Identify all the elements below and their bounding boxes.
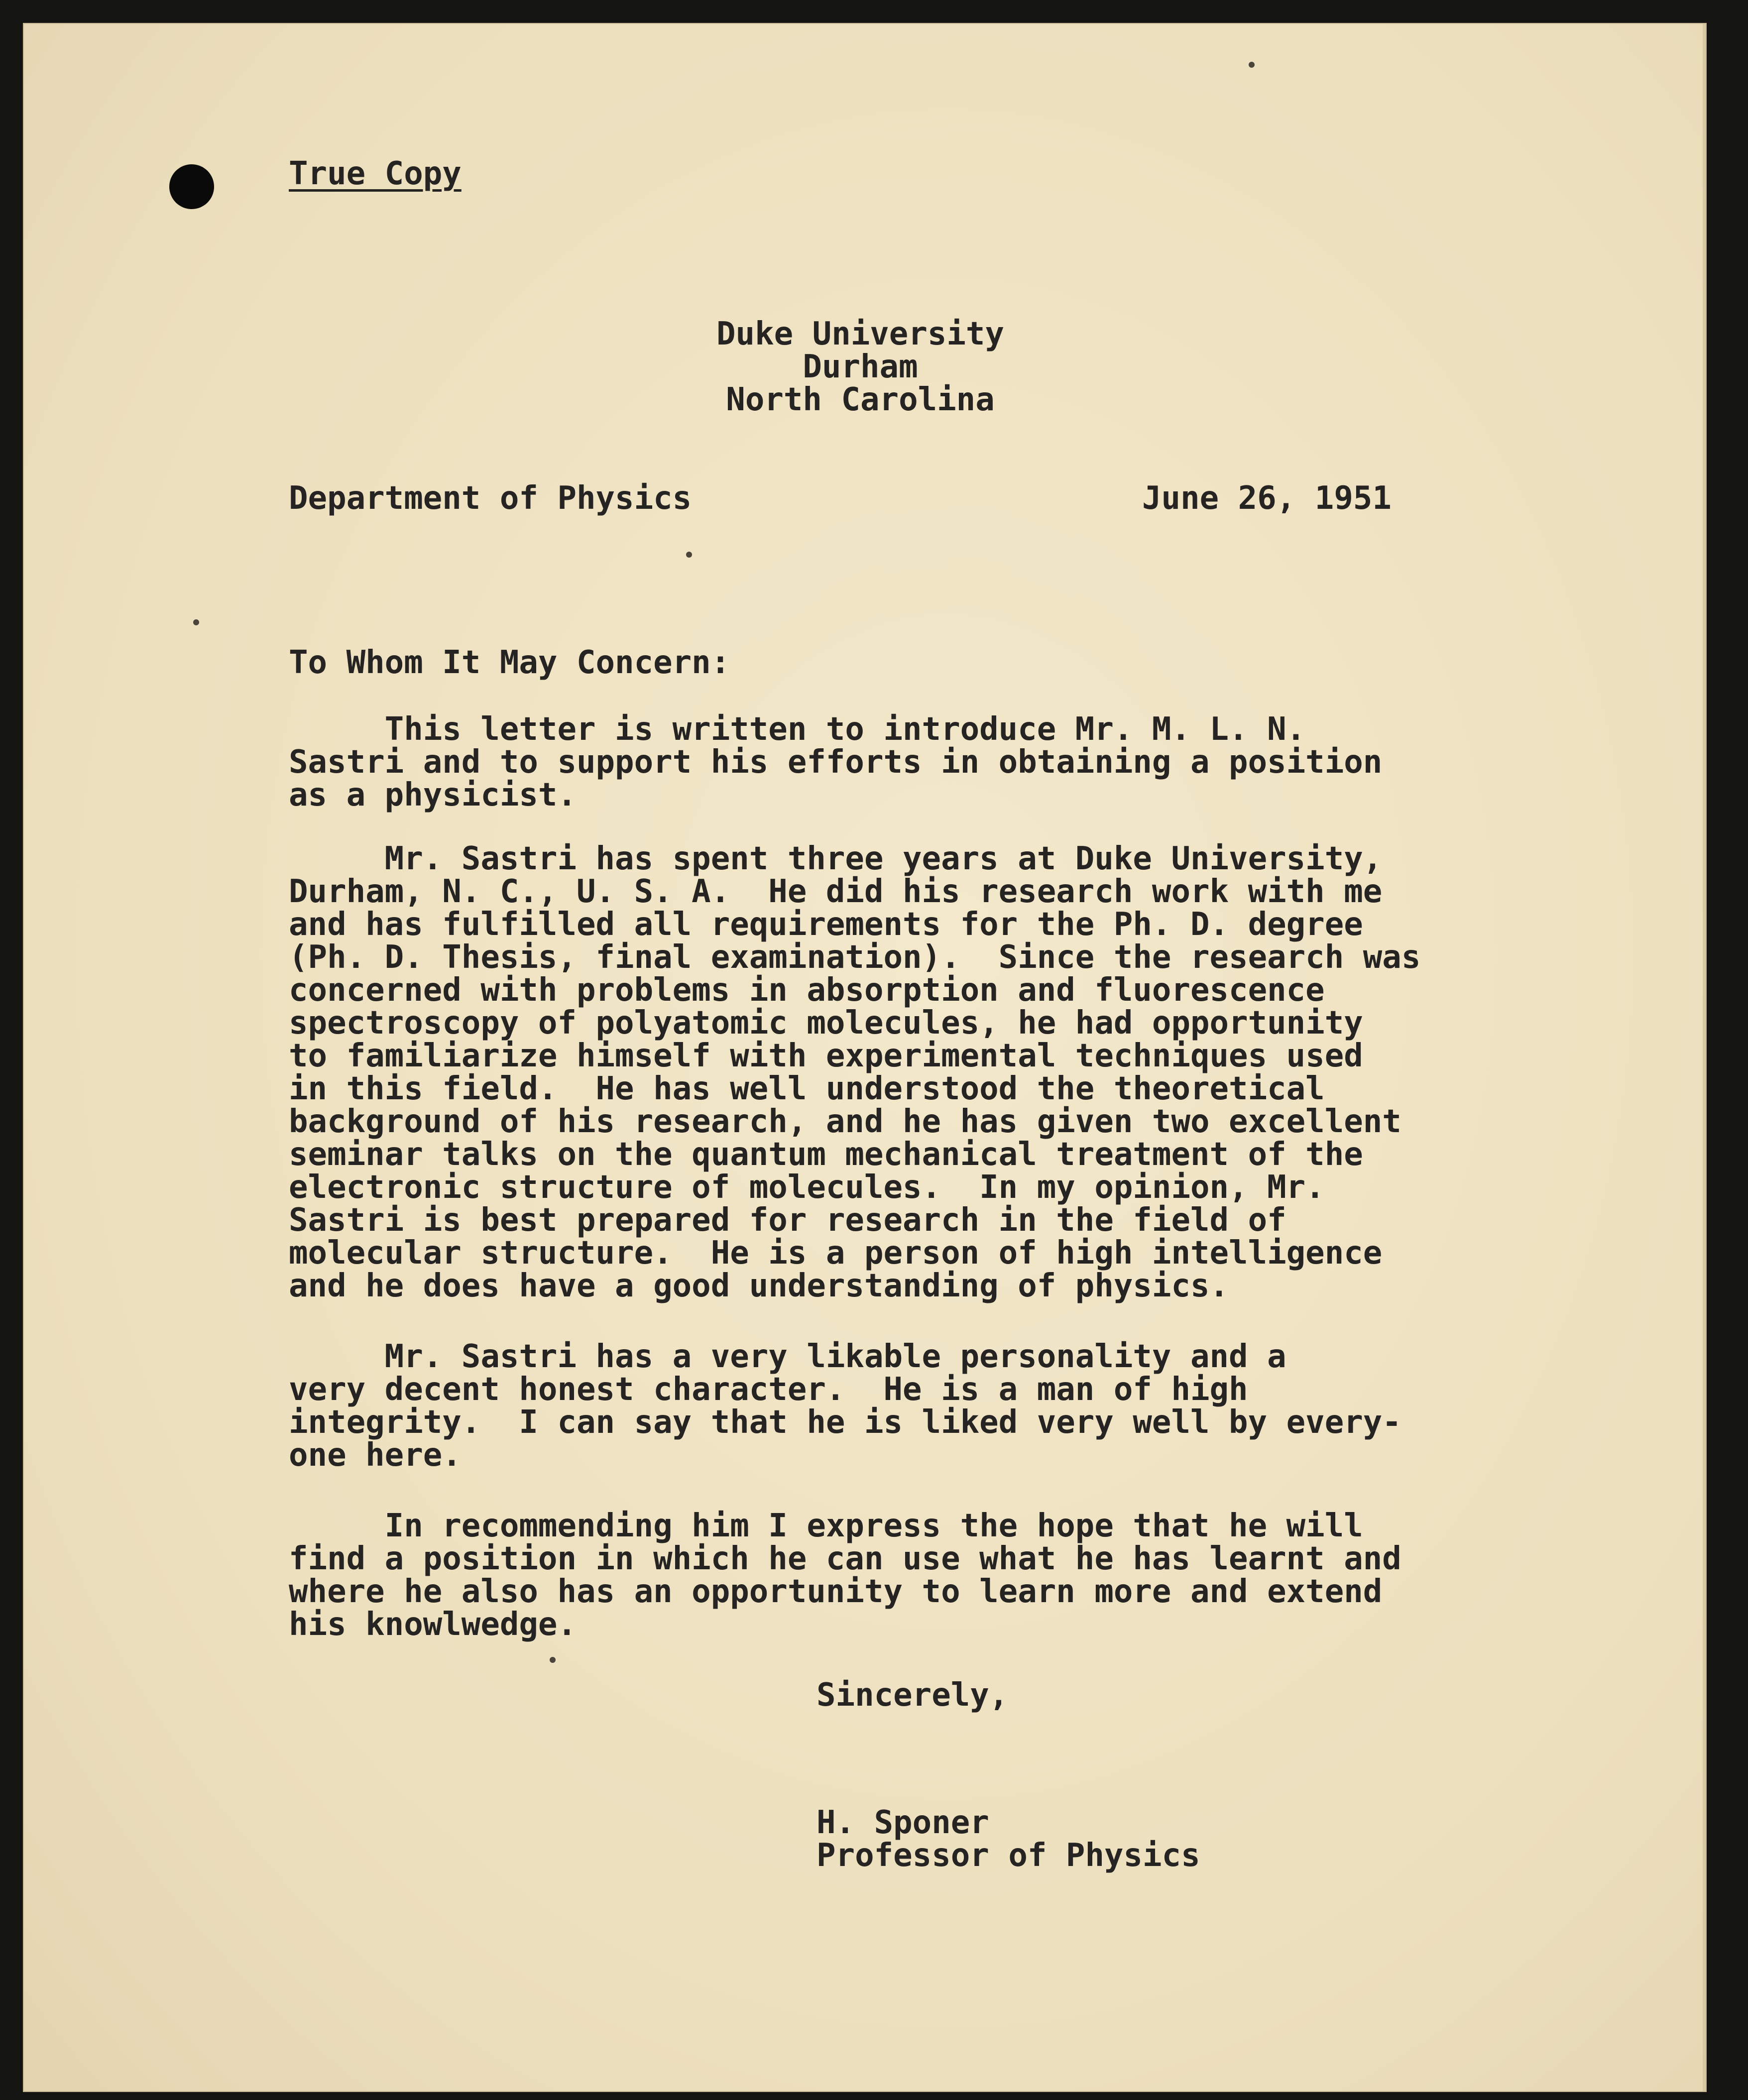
paragraph-line: Mr. Sastri has spent three years at Duke University, bbox=[289, 840, 1383, 877]
paragraph-line: spectroscopy of polyatomic molecules, he had opportunity bbox=[289, 1005, 1363, 1042]
signer-name: H. Sponer bbox=[816, 1804, 989, 1841]
paragraph-line: in this field. He has well understood the theoretical bbox=[289, 1070, 1325, 1107]
paper-speck bbox=[1249, 62, 1255, 68]
paragraph-line: concerned with problems in absorption and fluorescence bbox=[289, 972, 1325, 1009]
paragraph-line: In recommending him I express the hope that he will bbox=[289, 1508, 1363, 1544]
letterhead bbox=[686, 318, 1035, 416]
letter-date: June 26, 1951 bbox=[1142, 480, 1392, 517]
salutation: To Whom It May Concern: bbox=[289, 644, 730, 681]
paragraph-line: integrity. I can say that he is liked very well by every- bbox=[289, 1404, 1401, 1441]
paragraph-line: Sastri is best prepared for research in the field of bbox=[289, 1202, 1286, 1239]
true-copy-label: True Copy bbox=[289, 155, 462, 192]
paragraph-line: and has fulfilled all requirements for the Ph. D. degree bbox=[289, 906, 1363, 943]
paper-speck bbox=[550, 1657, 556, 1663]
paragraph-recommendation bbox=[289, 1510, 1499, 1641]
paragraph-line: very decent honest character. He is a man of high bbox=[289, 1371, 1248, 1408]
paragraph-line: electronic structure of molecules. In my opinion, Mr. bbox=[289, 1169, 1325, 1206]
paragraph-line: This letter is written to introduce Mr. M. L. N. bbox=[289, 711, 1306, 748]
punch-hole bbox=[169, 164, 214, 209]
paragraph-line: to familiarize himself with experimental techniques used bbox=[289, 1038, 1363, 1074]
signer-title: Professor of Physics bbox=[816, 1837, 1200, 1874]
letterhead-institution: Duke University bbox=[716, 316, 1004, 352]
paragraph-character bbox=[289, 1340, 1499, 1472]
paragraph-line: where he also has an opportunity to learn more and extend bbox=[289, 1573, 1383, 1610]
paper-speck bbox=[686, 552, 692, 558]
paragraph-line: as a physicist. bbox=[289, 777, 577, 814]
paragraph-line: Durham, N. C., U. S. A. He did his research work with me bbox=[289, 873, 1383, 910]
paragraph-line: and he does have a good understanding of physics. bbox=[289, 1268, 1229, 1304]
paragraph-line: (Ph. D. Thesis, final examination). Since the research was bbox=[289, 939, 1421, 976]
paragraph-line: molecular structure. He is a person of high intelligence bbox=[289, 1235, 1383, 1272]
paragraph-introduction bbox=[289, 713, 1499, 812]
paragraph-line: background of his research, and he has given two excellent bbox=[289, 1103, 1401, 1140]
paragraph-line: seminar talks on the quantum mechanical treatment of the bbox=[289, 1136, 1363, 1173]
department-line: Department of Physics bbox=[289, 480, 692, 517]
paragraph-line: his knowlwedge. bbox=[289, 1606, 577, 1643]
paragraph-qualifications bbox=[289, 842, 1499, 1302]
paper-speck bbox=[193, 619, 199, 625]
paragraph-line: Sastri and to support his efforts in obtaining a position bbox=[289, 744, 1383, 781]
letter-page bbox=[24, 24, 1706, 2091]
paragraph-line: find a position in which he can use what he has learnt and bbox=[289, 1540, 1401, 1577]
paragraph-line: Mr. Sastri has a very likable personality and a bbox=[289, 1338, 1286, 1375]
paragraph-line: one here. bbox=[289, 1437, 462, 1474]
closing: Sincerely, bbox=[816, 1677, 1009, 1714]
letterhead-city: Durham bbox=[803, 349, 918, 385]
letterhead-state: North Carolina bbox=[726, 381, 995, 418]
